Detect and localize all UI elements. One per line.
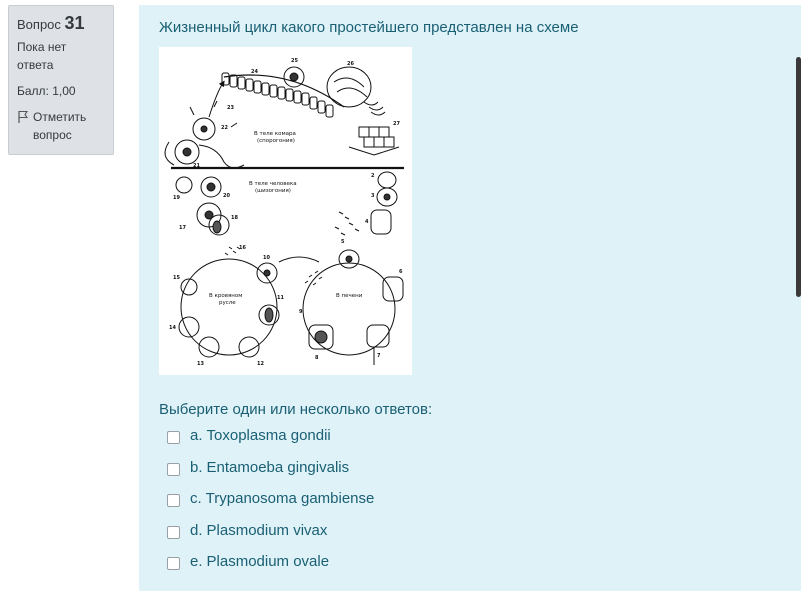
question-info-panel [8, 5, 114, 155]
stage-number: 7 [377, 353, 381, 359]
flag-question-button[interactable] [17, 108, 105, 144]
answer-checkbox[interactable] [167, 463, 180, 476]
stage-number: 17 [179, 225, 186, 231]
answer-option-e[interactable] [167, 553, 374, 585]
question-number-row [17, 14, 105, 34]
question-text: Жизненный цикл какого простейшего представлен на схеме [159, 19, 579, 36]
stage-number: 16 [239, 245, 246, 251]
stage-number: 6 [399, 269, 403, 275]
answer-letter: d. [190, 521, 203, 539]
answer-text: Plasmodium ovale [206, 553, 330, 570]
stage-number: 23 [227, 105, 234, 111]
stage-number: 21 [193, 163, 200, 169]
answer-text: Toxoplasma gondii [206, 427, 331, 444]
stage-number: 12 [257, 361, 264, 367]
flag-icon [17, 110, 29, 124]
answer-option-a[interactable] [167, 427, 374, 459]
question-state: Пока нет ответа [17, 40, 67, 72]
question-content [139, 5, 801, 591]
stage-number: 10 [263, 255, 270, 261]
stage-number: 20 [223, 193, 230, 199]
question-number: 31 [64, 13, 85, 33]
stage-number: 14 [169, 325, 176, 331]
answer-options [167, 427, 374, 585]
stage-number: 22 [221, 125, 228, 131]
answer-checkbox[interactable] [167, 431, 180, 444]
blood-label-1: В кровяном [209, 293, 243, 299]
answer-letter: e. [190, 553, 203, 570]
answer-option-c[interactable] [167, 490, 374, 522]
answer-checkbox[interactable] [167, 494, 180, 507]
answer-prompt: Выберите один или несколько ответов: [159, 401, 433, 418]
blood-label-2: русле [219, 300, 236, 306]
stage-number: 4 [365, 219, 369, 225]
life-cycle-diagram [159, 47, 412, 375]
stage-number: 8 [315, 355, 319, 361]
life-cycle-drawing [159, 47, 412, 375]
answer-letter: a. [190, 427, 203, 444]
answer-text: Plasmodium vivax [206, 521, 328, 539]
question-grade: Балл: 1,00 [17, 84, 76, 98]
answer-checkbox[interactable] [167, 526, 180, 539]
answer-text: Trypanosoma gambiense [205, 490, 375, 507]
stage-number: 18 [231, 215, 238, 221]
question-label: Вопрос [17, 17, 61, 32]
answer-letter: c. [190, 490, 202, 507]
stage-number: 2 [371, 173, 375, 179]
answer-option-b[interactable] [167, 459, 374, 491]
liver-label: В печени [336, 293, 363, 299]
answer-option-d[interactable] [167, 522, 374, 554]
stage-number: 25 [291, 58, 298, 64]
scrollbar[interactable] [796, 57, 801, 297]
answer-letter: b. [190, 458, 203, 476]
stage-number: 11 [277, 295, 284, 301]
stage-number: 26 [347, 61, 354, 67]
stage-number: 24 [251, 69, 258, 75]
stage-number: 19 [173, 195, 180, 201]
human-label-1: В теле человека [249, 181, 297, 187]
answer-text: Entamoeba gingivalis [206, 458, 350, 476]
stage-number: 5 [341, 239, 345, 245]
mosquito-label-2: (спорогония) [257, 138, 295, 144]
stage-number: 3 [371, 193, 375, 199]
stage-number: 13 [197, 361, 204, 367]
flag-question-label: Отметить вопрос [33, 110, 87, 142]
stage-number: 15 [173, 275, 180, 281]
human-label-2: (шизогония) [255, 188, 291, 194]
stage-number: 27 [393, 121, 400, 127]
answer-checkbox[interactable] [167, 557, 180, 570]
mosquito-label-1: В теле комара [254, 131, 296, 137]
stage-number: 9 [299, 309, 303, 315]
